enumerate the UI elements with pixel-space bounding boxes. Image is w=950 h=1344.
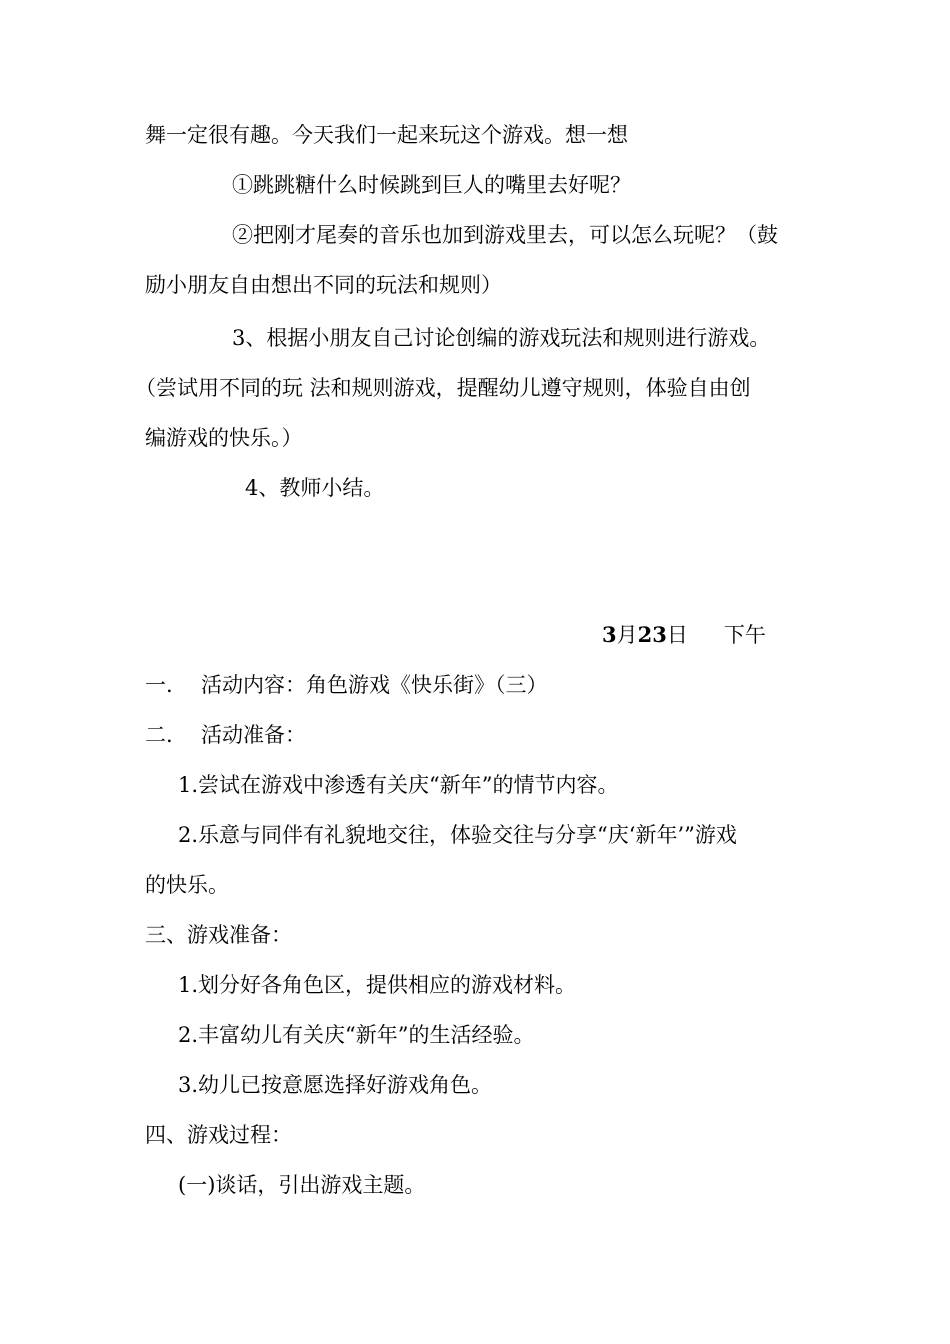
paragraph-line: ②把刚才尾奏的音乐也加到游戏里去，可以怎么玩呢？（鼓	[232, 223, 778, 247]
list-item: 2.丰富幼儿有关庆“新年”的生活经验。	[178, 1023, 535, 1047]
date-month-number: 3	[602, 622, 617, 647]
paragraph-line: 编游戏的快乐。）	[145, 426, 303, 450]
section-number: 一.	[145, 673, 173, 697]
paragraph-line: 舞一定很有趣。今天我们一起来玩这个游戏。想一想	[145, 123, 628, 147]
list-item: 1.尝试在游戏中渗透有关庆“新年”的情节内容。	[178, 773, 619, 797]
paragraph-line: （尝试用不同的玩 法和规则游戏，提醒幼儿遵守规则，体验自由创	[135, 376, 751, 400]
paragraph-line: 励小朋友自由想出不同的玩法和规则）	[145, 273, 502, 297]
paragraph-line: ①跳跳糖什么时候跳到巨人的嘴里去好呢？	[232, 173, 631, 197]
section-heading	[145, 720, 306, 750]
list-item: (一)谈话，引出游戏主题。	[178, 1173, 426, 1197]
section-title: 活动内容：角色游戏《快乐街》（三）	[201, 673, 548, 697]
list-item-continuation: 的快乐。	[145, 873, 229, 897]
list-item: 1.划分好各角色区，提供相应的游戏材料。	[178, 973, 577, 997]
section-heading	[145, 670, 548, 700]
section-title: 活动准备：	[201, 723, 306, 747]
list-item: 3.幼儿已按意愿选择好游戏角色。	[178, 1073, 493, 1097]
section-heading: 四、游戏过程：	[145, 1123, 292, 1147]
section-heading: 三、游戏准备：	[145, 923, 292, 947]
date-day-char: 日	[666, 623, 688, 647]
paragraph-line: 3、根据小朋友自己讨论创编的游戏玩法和规则进行游戏。	[232, 326, 771, 350]
date-period: 下午	[723, 623, 766, 647]
list-item: 2.乐意与同伴有礼貌地交往，体验交往与分享“庆‘新年’”游戏	[178, 823, 737, 847]
date-month-char: 月	[616, 623, 638, 647]
date-day-number: 23	[637, 622, 667, 647]
date-line	[602, 620, 766, 650]
paragraph-line: 4、教师小结。	[245, 476, 385, 500]
section-number: 二.	[145, 723, 173, 747]
